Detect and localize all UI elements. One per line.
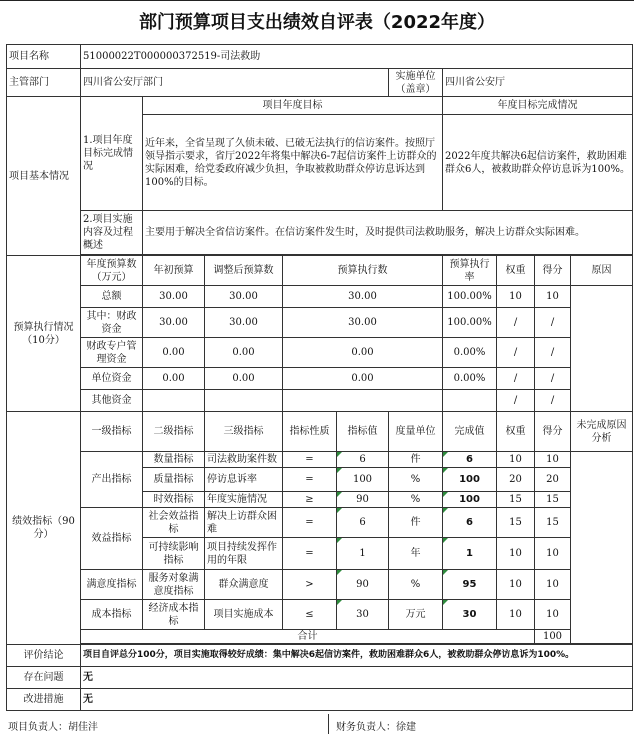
perf-nature: ≥ — [283, 492, 337, 508]
budget-row-adj: 0.00 — [205, 338, 283, 368]
budget-header-0: 年度预算数（万元） — [81, 256, 143, 286]
budget-header-5: 权重 — [497, 256, 535, 286]
perf-score: 10 — [535, 600, 571, 630]
budget-row — [7, 286, 633, 308]
budget-row-name: 财政专户管理资金 — [81, 338, 143, 368]
budget-row-weight: / — [497, 338, 535, 368]
budget-header-7: 原因 — [571, 256, 633, 286]
perf-nature: = — [283, 452, 337, 468]
budget-row-weight: 10 — [497, 286, 535, 308]
perf-score: 15 — [535, 508, 571, 538]
perf-done: 6 — [443, 508, 497, 538]
perf-done: 30 — [443, 600, 497, 630]
finance-lead: 财务负责人：徐建 — [336, 722, 416, 733]
perf-l2: 服务对象满意度指标 — [143, 570, 205, 600]
perf-row — [7, 600, 633, 630]
measures-label: 改进措施 — [7, 689, 81, 711]
perf-header-6: 完成值 — [443, 412, 497, 452]
budget-row-exec: 30.00 — [283, 286, 443, 308]
budget-row-score: / — [535, 308, 571, 338]
budget-header-4: 预算执行率 — [443, 256, 497, 286]
perf-done: 6 — [443, 452, 497, 468]
budget-row-score: / — [535, 390, 571, 412]
budget-row-score: 10 — [535, 286, 571, 308]
perf-l2: 经济成本指标 — [143, 600, 205, 630]
perf-l3: 解决上访群众困难 — [205, 508, 283, 538]
impl-content-text: 主要用于解决全省信访案件。在信访案件发生时，及时提供司法救助服务，解决上访群众实际困难。 — [143, 211, 633, 255]
perf-header-0: 一级指标 — [81, 412, 143, 452]
perf-unit: 万元 — [389, 600, 443, 630]
perf-unit: 件 — [389, 508, 443, 538]
perf-unit: % — [389, 468, 443, 492]
perf-l2: 社会效益指标 — [143, 508, 205, 538]
budget-row — [7, 390, 633, 412]
perf-row — [7, 452, 633, 468]
impl-unit-label: 实施单位（盖章） — [389, 69, 443, 97]
perf-value: 6 — [337, 508, 389, 538]
conclusion-text: 项目自评总分100分，项目实施取得较好成绩：集中解决6起信访案件，救助困难群众6人，被救助群众停访息诉为100%。 — [81, 645, 633, 667]
goal-text: 近年来，全省呈现了久侦未破、已破无法执行的信访案件。按照厅领导指示要求，省厅2022年将集中解决6-7起信访案件上访群众的实际困难，给党委政府减少负担，争取被救助群众停访息诉达到100%的目标。 — [143, 115, 443, 211]
goal-label: 1.项目年度目标完成情况 — [81, 97, 143, 211]
perf-value: 1 — [337, 538, 389, 570]
budget-row-rate — [443, 390, 497, 412]
budget-reason — [571, 286, 633, 412]
perf-value: 6 — [337, 452, 389, 468]
perf-done: 95 — [443, 570, 497, 600]
perf-row — [7, 508, 633, 538]
perf-unit: 年 — [389, 538, 443, 570]
budget-row-exec: 0.00 — [283, 368, 443, 390]
perf-l2: 数量指标 — [143, 452, 205, 468]
budget-row-weight: / — [497, 390, 535, 412]
budget-row-name: 其他资金 — [81, 390, 143, 412]
budget-row-init: 30.00 — [143, 308, 205, 338]
budget-row-score: / — [535, 338, 571, 368]
budget-row-rate: 0.00% — [443, 338, 497, 368]
benefit-label: 效益指标 — [81, 508, 143, 570]
perf-weight: 20 — [497, 468, 535, 492]
budget-label: 预算执行情况（10分） — [7, 256, 81, 412]
issues-label: 存在问题 — [7, 667, 81, 689]
impl-content-label: 2.项目实施内容及过程概述 — [81, 211, 143, 255]
done-text: 2022年度共解决6起信访案件，救助困难群众6人，被救助群众停访息诉为100%。 — [443, 115, 633, 211]
perf-value: 90 — [337, 492, 389, 508]
perf-score: 20 — [535, 468, 571, 492]
perf-score: 15 — [535, 492, 571, 508]
total-score: 100 — [535, 630, 571, 644]
budget-row-exec: 0.00 — [283, 338, 443, 368]
basic-label: 项目基本情况 — [7, 97, 81, 256]
perf-weight: 15 — [497, 508, 535, 538]
project-name-label: 项目名称 — [7, 45, 81, 69]
budget-row-adj: 0.00 — [205, 368, 283, 390]
perf-l3: 项目持续发挥作用的年限 — [205, 538, 283, 570]
perf-header-4: 指标值 — [337, 412, 389, 452]
goal-header: 项目年度目标 — [143, 97, 443, 115]
budget-row-rate: 100.00% — [443, 286, 497, 308]
done-header: 年度目标完成情况 — [443, 97, 633, 115]
satisfaction-label: 满意度指标 — [81, 570, 143, 600]
perf-header-7: 权重 — [497, 412, 535, 452]
perf-done: 100 — [443, 468, 497, 492]
perf-score: 10 — [535, 538, 571, 570]
budget-header-3: 预算执行数 — [283, 256, 443, 286]
perf-nature: ≤ — [283, 600, 337, 630]
perf-l3: 停访息诉率 — [205, 468, 283, 492]
budget-row-adj: 30.00 — [205, 308, 283, 338]
perf-nature: = — [283, 508, 337, 538]
perf-reason — [571, 452, 633, 644]
perf-l2: 可持续影响指标 — [143, 538, 205, 570]
perf-unit: 件 — [389, 452, 443, 468]
perf-header-9: 未完成原因分析 — [571, 412, 633, 452]
output-label: 产出指标 — [81, 452, 143, 508]
budget-row-rate: 0.00% — [443, 368, 497, 390]
perf-nature: > — [283, 570, 337, 600]
budget-row-name: 总额 — [81, 286, 143, 308]
budget-row-adj — [205, 390, 283, 412]
cost-label: 成本指标 — [81, 600, 143, 630]
evaluation-table — [6, 44, 633, 711]
budget-row-init: 30.00 — [143, 286, 205, 308]
budget-row — [7, 308, 633, 338]
perf-l2: 时效指标 — [143, 492, 205, 508]
dept-label: 主管部门 — [7, 69, 81, 97]
perf-weight: 10 — [497, 452, 535, 468]
perf-header-8: 得分 — [535, 412, 571, 452]
budget-row-init: 0.00 — [143, 338, 205, 368]
budget-row-weight: / — [497, 308, 535, 338]
budget-row — [7, 368, 633, 390]
budget-row-exec — [283, 390, 443, 412]
footer-divider — [328, 714, 329, 734]
perf-label: 绩效指标（90分） — [7, 412, 81, 645]
budget-header-2: 调整后预算数 — [205, 256, 283, 286]
perf-done: 100 — [443, 492, 497, 508]
perf-value: 100 — [337, 468, 389, 492]
perf-l2: 质量指标 — [143, 468, 205, 492]
project-lead: 项目负责人：胡佳沣 — [8, 722, 98, 733]
budget-header-1: 年初预算 — [143, 256, 205, 286]
perf-header-5: 度量单位 — [389, 412, 443, 452]
perf-value: 90 — [337, 570, 389, 600]
perf-nature: = — [283, 468, 337, 492]
perf-header-3: 指标性质 — [283, 412, 337, 452]
perf-l3: 群众满意度 — [205, 570, 283, 600]
dept-value: 四川省公安厅部门 — [81, 69, 389, 97]
budget-row-init: 0.00 — [143, 368, 205, 390]
form-title: 部门预算项目支出绩效自评表（2022年度） — [0, 0, 634, 44]
perf-score: 10 — [535, 452, 571, 468]
perf-l3: 年度实施情况 — [205, 492, 283, 508]
budget-row-name: 其中：财政资金 — [81, 308, 143, 338]
perf-nature: = — [283, 538, 337, 570]
budget-row-adj: 30.00 — [205, 286, 283, 308]
perf-header-1: 二级指标 — [143, 412, 205, 452]
budget-header-6: 得分 — [535, 256, 571, 286]
issues-text: 无 — [81, 667, 633, 689]
perf-unit: % — [389, 492, 443, 508]
perf-row — [7, 570, 633, 600]
perf-l3: 司法救助案件数 — [205, 452, 283, 468]
budget-row-rate: 100.00% — [443, 308, 497, 338]
impl-unit-value: 四川省公安厅 — [443, 69, 633, 97]
budget-row — [7, 338, 633, 368]
budget-row-init — [143, 390, 205, 412]
perf-header-2: 三级指标 — [205, 412, 283, 452]
perf-weight: 10 — [497, 538, 535, 570]
signature-footer — [6, 714, 632, 734]
budget-row-name: 单位资金 — [81, 368, 143, 390]
perf-weight: 10 — [497, 570, 535, 600]
perf-weight: 10 — [497, 600, 535, 630]
conclusion-label: 评价结论 — [7, 645, 81, 667]
perf-value: 30 — [337, 600, 389, 630]
budget-row-exec: 30.00 — [283, 308, 443, 338]
measures-text: 无 — [81, 689, 633, 711]
budget-row-weight: / — [497, 368, 535, 390]
perf-weight: 15 — [497, 492, 535, 508]
perf-score: 10 — [535, 570, 571, 600]
perf-l3: 项目实施成本 — [205, 600, 283, 630]
total-label: 合计 — [81, 630, 535, 644]
perf-done: 1 — [443, 538, 497, 570]
perf-unit: % — [389, 570, 443, 600]
budget-row-score: / — [535, 368, 571, 390]
project-name: 51000022T000000372519-司法救助 — [81, 45, 633, 69]
